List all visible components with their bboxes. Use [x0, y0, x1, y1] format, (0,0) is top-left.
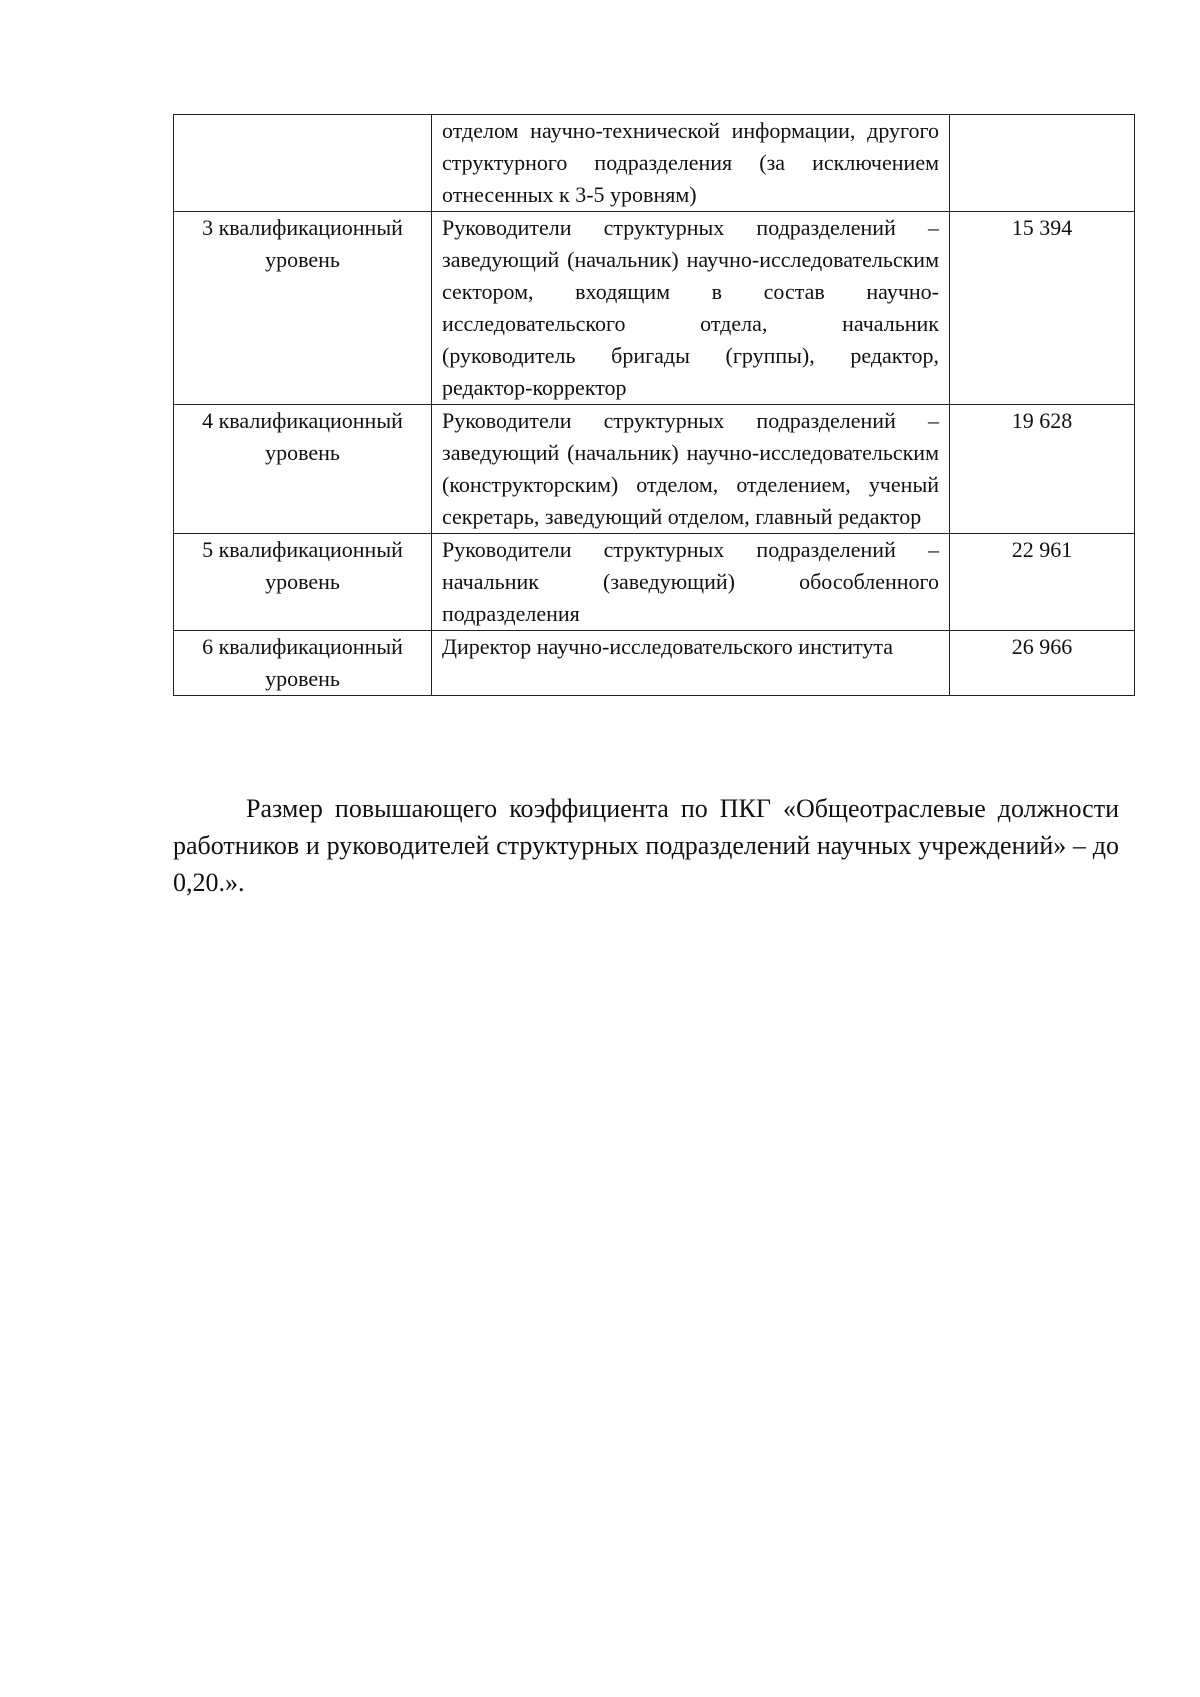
position-description-cell: отделом научно-технической информации, другого структурного подразделения (за исключением отнесенных к 3-5 уровням) [432, 115, 950, 212]
table-row [174, 631, 1135, 696]
table-row [174, 405, 1135, 534]
salary-cell: 22 961 [950, 534, 1135, 631]
qualification-level-cell: 4 квалификационный уровень [174, 405, 432, 534]
salary-cell: 19 628 [950, 405, 1135, 534]
position-description-cell: Руководители структурных подразделений – заведующий (начальник) научно-исследовательским (конструкторским) отделом, отделением, ученый секретарь, заведующий отделом, главный редактор [432, 405, 950, 534]
table-row [174, 212, 1135, 405]
salary-cell: 15 394 [950, 212, 1135, 405]
salary-cell [950, 115, 1135, 212]
position-description-cell: Руководители структурных подразделений – начальник (заведующий) обособленного подразделения [432, 534, 950, 631]
table-row [174, 115, 1135, 212]
coefficient-paragraph: Размер повышающего коэффициента по ПКГ «Общеотраслевые должности работников и руководителей структурных подразделений научных учреждений» – до 0,20.». [173, 794, 1119, 897]
salary-cell: 26 966 [950, 631, 1135, 696]
position-description-cell: Руководители структурных подразделений – заведующий (начальник) научно-исследовательским сектором, входящим в состав научно-исследовательского отдела, начальник (руководитель бригады (группы), редактор, редактор-корректор [432, 212, 950, 405]
qualification-level-cell: 3 квалификационный уровень [174, 212, 432, 405]
qualification-level-cell [174, 115, 432, 212]
table-row [174, 534, 1135, 631]
qualification-level-cell: 5 квалификационный уровень [174, 534, 432, 631]
salary-table [173, 114, 1135, 696]
qualification-level-cell: 6 квалификационный уровень [174, 631, 432, 696]
position-description-cell: Директор научно-исследовательского института [432, 631, 950, 696]
